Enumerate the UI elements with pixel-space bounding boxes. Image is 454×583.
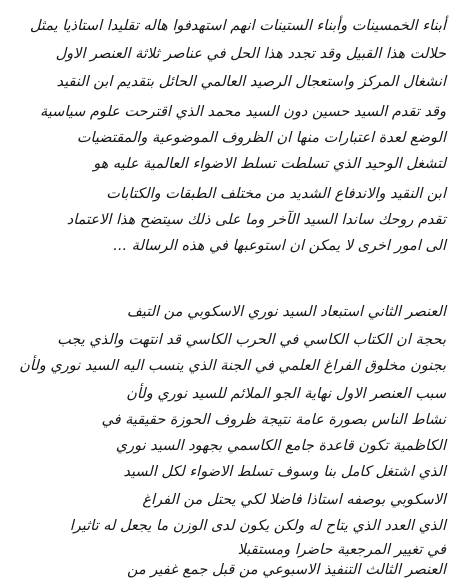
text-line: في تغيير المرجعية حاضرا ومستقبلا bbox=[237, 542, 446, 558]
text-line: العنصر الثالث التنفيذ الاسبوعي من قبل جمع غفير من bbox=[127, 562, 446, 578]
handwritten-text-block bbox=[8, 4, 446, 580]
text-line: تقدم روحك ساندا السيد الآخر وما على ذلك سيتضح هذا الاعتماد bbox=[66, 212, 446, 228]
text-line: انشغال المركز واستعجال الرصيد العالمي الحائل بتقديم ابن النقيد bbox=[56, 74, 446, 90]
text-line: أبناء الخمسينات وأبناء الستينات انهم استهدفوا هاله تقليدا استاذيا يمثل bbox=[29, 18, 446, 34]
text-line: نشاط الناس بصورة عامة نتيجة ظروف الحوزة حقيقية في bbox=[101, 412, 446, 428]
text-line: الذي العدد الذي يتاح له ولكن يكون لدى الوزن ما يجعل له تاثيرا bbox=[69, 518, 446, 534]
text-line: وقد تقدم السيد حسين دون السيد محمد الذي اقترحت علوم سياسية bbox=[40, 104, 446, 120]
text-line: بجنون مخلوق الفراغ العلمي في الجنة الذي ينسب اليه السيد نوري ولأن bbox=[19, 358, 446, 374]
text-line: حلالت هذا القبيل وقد تجدد هذا الحل في عناصر ثلاثة العنصر الاول bbox=[55, 46, 446, 62]
text-line: الكاظمية تكون قاعدة جامع الكاسمي بجهود السيد نوري bbox=[115, 438, 446, 454]
text-line: لتشغل الوحيد الذي تسلطت تسلط الاضواء العالمية عليه هو bbox=[93, 156, 446, 172]
text-line: بحجة ان الكتاب الكاسي في الحرب الكاسي قد انتهت والذي يجب bbox=[57, 332, 446, 348]
text-line: الى امور اخرى لا يمكن ان استوعبها في هذه الرسالة ... bbox=[113, 238, 446, 254]
text-line: الذي اشتغل كامل بنا وسوف تسلط الاضواء لكل السيد bbox=[123, 464, 446, 480]
text-line: الوضع لعدة اعتبارات منها ان الظروف الموضوعية والمقتضيات bbox=[76, 130, 446, 146]
text-line: ابن النقيد والاندفاع الشديد من مختلف الطبقات والكتابات bbox=[106, 186, 446, 202]
text-line: الاسكوبي بوصفه استاذا فاضلا لكي يحتل من الفراغ bbox=[142, 492, 446, 508]
text-line: العنصر الثاني استبعاد السيد نوري الاسكوبي من التيف bbox=[126, 304, 446, 320]
text-line: سبب العنصر الاول نهاية الجو الملائم للسيد نوري ولأن bbox=[126, 386, 446, 402]
